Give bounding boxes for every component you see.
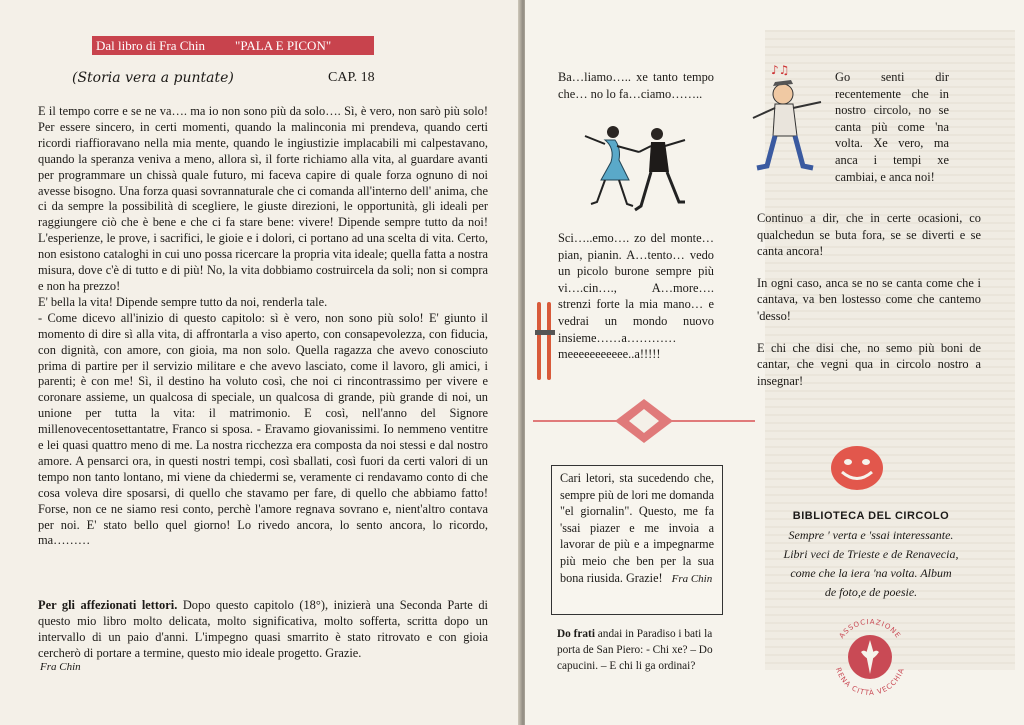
letters-text: Cari letori, sta sucedendo che, sempre più de lori me domanda "el giornalin". Questo, me fa 'ssai piazer e me invoia a lavorar de più e a impegnarme più meio che ben per la sua bona riusida. Grazie! — [560, 471, 714, 585]
dancing-couple-illustration — [575, 118, 705, 228]
frati-heading: Do frati — [557, 628, 595, 640]
story-subtitle: (Storia vera a puntate) — [72, 70, 234, 86]
library-line-1: Sempre ' verta e 'ssai interessante. — [788, 528, 954, 542]
library-title: BIBLIOTECA DEL CIRCOLO — [792, 510, 950, 522]
song-verse-1: Ba…liamo….. xe tanto tempo che… no lo fa…ciamo…….. — [558, 70, 714, 101]
singing-man-illustration — [743, 62, 833, 172]
seal-text-top: ASSOCIAZIONE — [837, 617, 903, 640]
skis-illustration — [533, 300, 557, 382]
smiley-icon — [830, 445, 884, 491]
seal-text-bottom: RENA CITTÀ VECCHIA — [834, 666, 906, 698]
chapter-body — [38, 104, 488, 549]
circle-text-block — [757, 210, 981, 404]
circle-text-p1: Continuo a dir, che in certe ocasioni, co qualchedun se buta fora, se se diverti e se canta ancora! — [757, 211, 981, 259]
diamond-ornament — [533, 394, 755, 448]
svg-text:♪♫: ♪♫ — [771, 63, 790, 77]
frati-text: andai in Paradiso i bati la porta de San Piero: - Chi xe? – Do capucini. – E chi li ga ordinai? — [557, 628, 713, 672]
header-source: Dal libro di Fra Chin — [96, 38, 206, 53]
library-line-2: Libri veci de Trieste e de Renavecia, — [783, 547, 959, 561]
circle-text-p2: In ogni caso, anca se no se canta come che i cantava, va ben lostesso come che cantemo 'desso! — [757, 275, 981, 323]
readers-note-text: Dopo questo capitolo (18°), inizierà una Seconda Parte di questo mio libro molto delicata, molto significativa, molto sofferta, scritta dopo un intervallo di un paio d'anni. L'impegno quasi smarrito è stato ritrovato e con gioia cercherò di portare a termine, questo mio ideale progetto. Grazie. — [38, 598, 488, 660]
frati-joke — [557, 626, 719, 674]
right-page — [525, 0, 1024, 725]
circle-text-p3: E chi che disi che, no semo più boni de cantar, che vegni qua in circolo nostro a insegnar! — [757, 340, 981, 388]
paragraph-3: - Come dicevo all'inizio di questo capitolo: sì è vero, non sono più solo! E' giunto il momento di dire sì alla vita, di affrontarla a viso aperto, con consapevolezza, con fiducia, con dignità, con amore, con gioia, ma non solo. Quella ragazza che avevo conosciuto prima di partire per il servizio militare e che avevo lasciato, come il lavoro, gli amici, i parenti; è con me! Sì, il destino ha voluto così, che noi ci rincontrassimo per vivere e coronare assieme, un qualcosa di speciale, un qualcosa di grande, più grande di noi, un unione per tutta la vita: il matrimonio. E così, nell'anno del Signore millenovecentosettantatre, Franco si sposa. - Eravamo giovanissimi. Io nemmeno ventitre e lei quasi quattro meno di me. La nostra ricchezza era composta da noi stessi e dal nostro amore. A pensarci ora, in questi nostri tempi, così sballati, così fuori da certi valori di un tempo non tanto lontano, mi viene da chiedermi se, veramente ci rendavamo conto di che cosa voleva dire sposarsi, di quello che stavamo per fare, di quello che abbiamo fatto! Forse, non ce ne siamo resi conto, perchè l'amore regnava sovrano e, nient'altro contava per noi. E' stato bello quel giorno! Lo rivedo ancora, lo sento ancora, lo ricordo, ma……… — [38, 310, 488, 548]
author-signature: Fra Chin — [40, 661, 81, 673]
library-description — [771, 526, 971, 602]
paragraph-1: E il tempo corre e se ne va…. ma io non sono più da solo…. Sì, è vero, non sarò più solo! Per essere sincero, in certi momenti, quando la malinconia mi prendeva, quando certi ricordi riaffioravano nella mia mente, quando le ingiustizie implacabili mi calpestavano, quando la speranza veniva a meno, allora sì, il forte richiamo alla vita, al guardare avanti per programmare un chissà quale futuro, mi faceva capire di quale forza ognuno di noi avesse bisogno. Una forza quasi sovrannaturale che ci comanda all'interno dell' anima, che ci da sempre la possibilità di scegliere, le giuste direzioni, le opportunità, gli ideali per raggiungere ciò che è bene e che ci fa stare bene: vivere! Dipende sempre tutto da noi! L'esperienze, le prove, i sacrifici, le gioie e i dolori, ci portano ad una scelta di vita. Certo, non esistono cataloghi in cui uno possa ricercare la propria vita ideale; quella fatta a nostra misura, dove c'è di tutto e di più! No, la vita dobbiamo costruircela da soli; non si compra e non ha prezzo! — [38, 104, 488, 293]
paragraph-2: E' bella la vita! Dipende sempre tutto da noi, renderla tale. — [38, 294, 328, 309]
letters-box — [551, 465, 723, 615]
readers-note-heading: Per gli affezionati lettori. — [38, 598, 178, 612]
header-title: "PALA E PICON" — [235, 38, 332, 53]
song-verse-2: Sci…..emo…. zo del monte… pian, pianin. A…tento… vedo un picolo burone sempre più vi….cin…., A…more…. strenzi forte la mia mano… e vedrai un mondo nuovo insieme……a………… meeeeeeeeeee..a!!!!! — [558, 231, 714, 362]
letters-signature: Fra Chin — [671, 572, 713, 585]
library-line-3: come che la iera 'na volta. Album — [790, 566, 952, 580]
circle-singing-text: Go senti dir recentemente che in nostro circolo, no se canta più come 'na volta. Xe vero, ma anca i tempi xe cambiai, e anca noi! — [835, 70, 949, 184]
chapter-number: CAP. 18 — [328, 70, 375, 85]
association-seal — [825, 612, 915, 702]
library-line-4: de foto,e de poesie. — [824, 585, 918, 599]
chapter-header-band — [92, 36, 374, 55]
readers-note — [38, 598, 488, 662]
